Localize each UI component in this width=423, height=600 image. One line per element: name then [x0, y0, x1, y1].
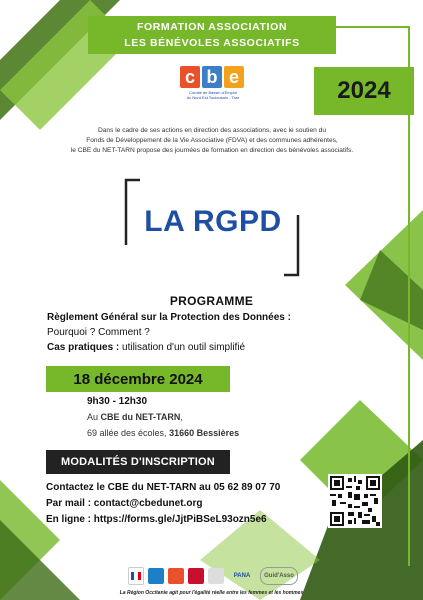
- programme-heading: PROGRAMME: [169, 294, 254, 308]
- place-prefix: Au: [87, 412, 101, 422]
- page-title: LA RGPD: [144, 205, 282, 238]
- logo-letter-b: b: [202, 66, 222, 88]
- logo-letters: [180, 66, 246, 88]
- logo-subtitle-1: Comité de Bassin d'Emploi: [189, 90, 237, 95]
- header-line-1: FORMATION ASSOCIATION: [136, 21, 288, 33]
- logo-subtitle-2: du Nord Est Toulousain - Tarn: [186, 95, 240, 100]
- intro-text: [20, 126, 404, 156]
- contact-email[interactable]: Par mail : contact@cbedunet.org: [46, 498, 203, 509]
- header-band: [88, 16, 336, 54]
- flag-icon: [131, 572, 141, 580]
- programme-line-3-rest: utilisation d'un outil simplifié: [119, 342, 246, 353]
- intro-line-1: Dans le cadre de ses actions en direction des associations, avec le soutien du: [98, 127, 326, 134]
- cbe-logo: [180, 66, 246, 108]
- logo-letter-e: e: [224, 66, 244, 88]
- pana-logo: [228, 568, 256, 584]
- programme-line-3: [47, 342, 245, 353]
- place-suffix: ,: [180, 412, 183, 422]
- modalites-text: MODALITÉS D'INSCRIPTION: [61, 456, 215, 468]
- qr-code-icon[interactable]: [328, 474, 382, 528]
- logo-subtitle: [180, 90, 246, 100]
- contact-online[interactable]: En ligne : https://forms.gle/JjtPiBSeL93ozn5e6: [46, 514, 267, 525]
- modalites-band: [46, 450, 230, 474]
- haute-garonne-logo-icon: [168, 568, 184, 584]
- programme-line-2: Pourquoi ? Comment ?: [47, 327, 150, 338]
- event-date: 18 décembre 2024: [73, 370, 203, 388]
- header-line-2: LES BÉNÉVOLES ASSOCIATIFS: [124, 37, 300, 49]
- intro-line-3: le CBE du NET-TARN propose des journées de formation en direction des bénévoles associatifs.: [70, 147, 354, 154]
- programme-line-3-bold: Cas pratiques :: [47, 342, 120, 353]
- republique-logo-icon: [128, 567, 144, 585]
- event-address: [87, 428, 239, 438]
- event-time: 9h30 - 12h30: [87, 396, 148, 407]
- tarn-logo-icon: [148, 568, 164, 584]
- event-place: [87, 412, 183, 422]
- year-text: 2024: [337, 77, 391, 104]
- programme-line-1: Règlement Général sur la Protection des Données :: [47, 312, 291, 323]
- address-prefix: 69 allée des écoles,: [87, 428, 170, 438]
- pana-label: PANA: [233, 573, 251, 579]
- contact-phone: Contactez le CBE du NET-TARN au 05 62 89 07 70: [46, 482, 281, 493]
- guidasso-logo: [260, 567, 298, 585]
- date-band: [46, 366, 230, 392]
- guidasso-label: Guid'Asso: [264, 573, 294, 579]
- address-bold: 31660 Bessières: [169, 428, 240, 438]
- logo-letter-c: c: [180, 66, 200, 88]
- footer-text: La Région Occitanie agit pour l'égalité réelle entre les femmes et les hommes: [119, 590, 304, 596]
- place-bold: CBE du NET-TARN: [100, 412, 181, 422]
- footer-logos: [128, 566, 298, 586]
- fdva-logo-icon: [208, 568, 224, 584]
- intro-line-2: Fonds de Développement de la Vie Associative (FDVA) et des communes adhérentes,: [86, 137, 338, 144]
- year-box: [314, 67, 414, 115]
- occitanie-logo-icon: [188, 568, 204, 584]
